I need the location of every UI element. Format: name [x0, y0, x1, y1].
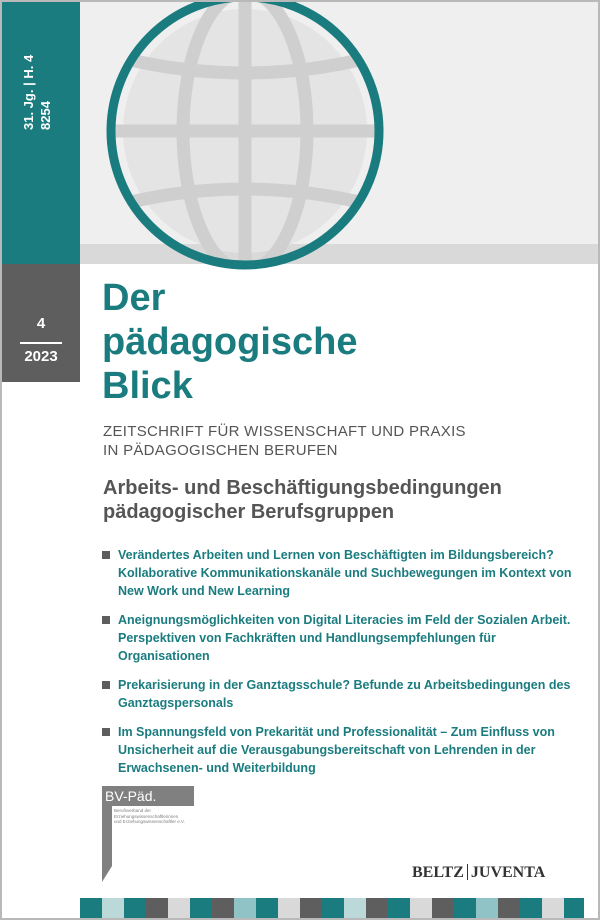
- theme-line: Arbeits- und Beschäftigungsbedingungen: [103, 477, 502, 499]
- association-subtext-line: Berufsverband der: [114, 808, 152, 813]
- tile: [102, 898, 124, 920]
- tile: [124, 898, 146, 920]
- tile: [520, 898, 542, 920]
- publisher-logo: [412, 864, 545, 882]
- tile: [300, 898, 322, 920]
- issue-divider: [20, 342, 62, 344]
- article-item: [102, 611, 582, 665]
- bullet-icon: [102, 551, 110, 559]
- article-item: [102, 723, 582, 777]
- subtitle-line: IN PÄDAGOGISCHEN BERUFEN: [103, 442, 338, 459]
- tile: [410, 898, 432, 920]
- title-line: Der: [102, 277, 166, 319]
- association-subtext-line: Erziehungswissenschaftlerinnen: [114, 813, 179, 819]
- issue-number: 4: [36, 315, 46, 332]
- title-line: Blick: [102, 365, 193, 407]
- publisher-left: BELTZ: [412, 864, 464, 881]
- article-title: Verändertes Arbeiten und Lernen von Beschäftigten im Bildungsbereich? Kollaborative Kommunikationskanäle und Suchbewegungen im Kontext von New Work und New Learning: [118, 548, 572, 598]
- subtitle-line: ZEITSCHRIFT FÜR WISSENSCHAFT UND PRAXIS: [103, 423, 466, 440]
- tile: [212, 898, 234, 920]
- issn-text: 8254: [38, 101, 53, 130]
- tile: [432, 898, 454, 920]
- association-subtext: [114, 808, 214, 825]
- bullet-icon: [102, 681, 110, 689]
- issue-year: 2023: [24, 348, 58, 365]
- issue-theme: [103, 476, 502, 524]
- publisher-divider: [467, 864, 468, 880]
- tile: [256, 898, 278, 920]
- tile: [278, 898, 300, 920]
- tile: [564, 898, 584, 920]
- title-line: pädagogische: [102, 321, 358, 363]
- association-subtext-line: und Erziehungswissenschaftler e.V.: [114, 819, 185, 824]
- volume-block: [2, 2, 80, 264]
- tile: [344, 898, 366, 920]
- theme-line: pädagogischer Berufsgruppen: [103, 501, 395, 523]
- bullet-icon: [102, 728, 110, 736]
- publisher-right: JUVENTA: [470, 864, 546, 881]
- tile: [190, 898, 212, 920]
- article-title: Im Spannungsfeld von Prekarität und Professionalität – Zum Einfluss von Unsicherheit auf die Verausgabungsbereitschaft von Lehrenden in der Erwachsenen- und Weiterbildung: [118, 725, 555, 775]
- journal-subtitle: [103, 422, 466, 460]
- volume-info: [20, 20, 60, 130]
- globe-icon: [102, 0, 388, 274]
- journal-title: [102, 276, 358, 408]
- tile: [388, 898, 410, 920]
- volume-issue-text: 31. Jg. | H. 4: [21, 54, 36, 130]
- tile: [366, 898, 388, 920]
- bullet-icon: [102, 616, 110, 624]
- tile: [498, 898, 520, 920]
- tile: [476, 898, 498, 920]
- tile: [146, 898, 168, 920]
- article-item: [102, 676, 582, 712]
- color-tiles: [80, 898, 600, 920]
- tile: [234, 898, 256, 920]
- article-title: Prekarisierung in der Ganztagsschule? Befunde zu Arbeitsbedingungen des Ganztagspersonals: [118, 678, 571, 710]
- article-list: [102, 546, 582, 788]
- article-item: [102, 546, 582, 600]
- association-logo: [102, 786, 202, 882]
- tile: [322, 898, 344, 920]
- association-name: BV-Päd.: [102, 786, 194, 806]
- tile: [542, 898, 564, 920]
- article-title: Aneignungsmöglichkeiten von Digital Literacies im Feld der Sozialen Arbeit. Perspektiven von Fachkräften und Handlungsempfehlungen für Organisationen: [118, 613, 571, 663]
- tile: [168, 898, 190, 920]
- tile: [454, 898, 476, 920]
- issue-box: [2, 264, 80, 382]
- tile: [80, 898, 102, 920]
